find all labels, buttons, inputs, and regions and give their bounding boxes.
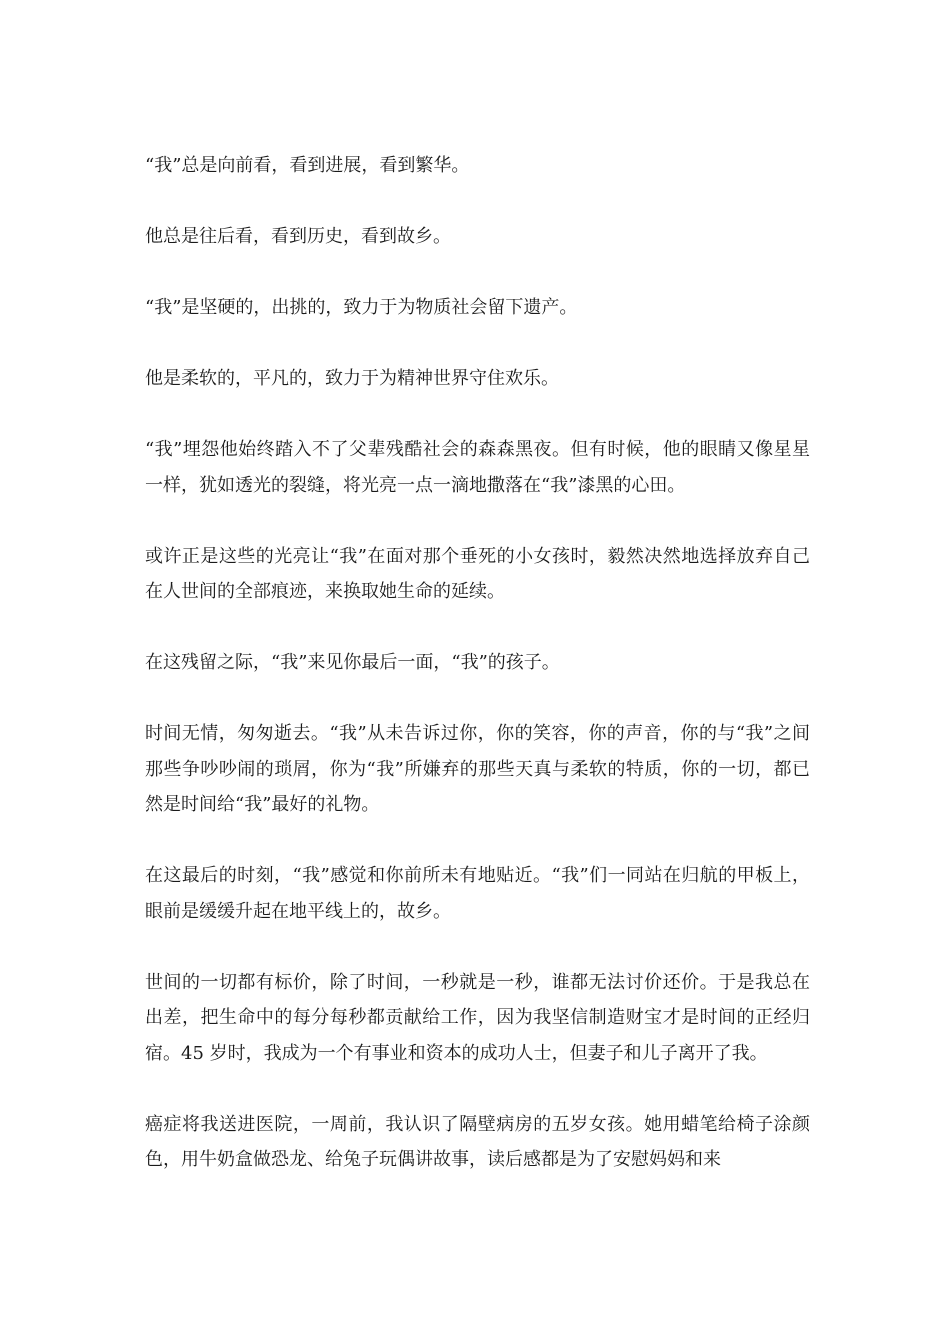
paragraph-2: 他总是往后看，看到历史，看到故乡。: [145, 226, 451, 247]
paragraph-9: 在这最后的时刻，“我”感觉和你前所未有地贴近。“我”们一同站在归航的甲板上，眼前是缓缓升起在地平线上的，故乡。: [145, 865, 810, 922]
document-body: [145, 148, 810, 1213]
paragraph-7: 在这残留之际，“我”来见你最后一面，“我”的孩子。: [145, 652, 560, 673]
paragraph-10: 世间的一切都有标价，除了时间，一秒就是一秒，谁都无法讨价还价。于是我总在出差，把生命中的每分每秒都贡献给工作，因为我坚信制造财宝才是时间的正经归宿。45 岁时，我成为一个有事业和资本的成功人士，但妻子和儿子离开了我。: [145, 971, 810, 1064]
paragraph-1: “我”总是向前看，看到进展，看到繁华。: [145, 155, 470, 176]
paragraph-5: “我”埋怨他始终踏入不了父辈残酷社会的森森黑夜。但有时候，他的眼睛又像星星一样，犹如透光的裂缝，将光亮一点一滴地撒落在“我”漆黑的心田。: [145, 439, 810, 496]
paragraph-6: 或许正是这些的光亮让“我”在面对那个垂死的小女孩时，毅然决然地选择放弃自己在人世间的全部痕迹，来换取她生命的延续。: [145, 545, 810, 602]
paragraph-8: 时间无情，匆匆逝去。“我”从未告诉过你，你的笑容，你的声音，你的与“我”之间那些争吵吵闹的琐屑，你为“我”所嫌弃的那些天真与柔软的特质，你的一切，都已然是时间给“我”最好的礼物。: [145, 723, 810, 815]
paragraph-11: 癌症将我送进医院，一周前，我认识了隔壁病房的五岁女孩。她用蜡笔给椅子涂颜色，用牛奶盒做恐龙、给兔子玩偶讲故事，读后感都是为了安慰妈妈和来: [145, 1113, 810, 1170]
paragraph-4: 他是柔软的，平凡的，致力于为精神世界守住欢乐。: [145, 368, 559, 389]
paragraph-3: “我”是坚硬的，出挑的，致力于为物质社会留下遗产。: [145, 297, 578, 318]
